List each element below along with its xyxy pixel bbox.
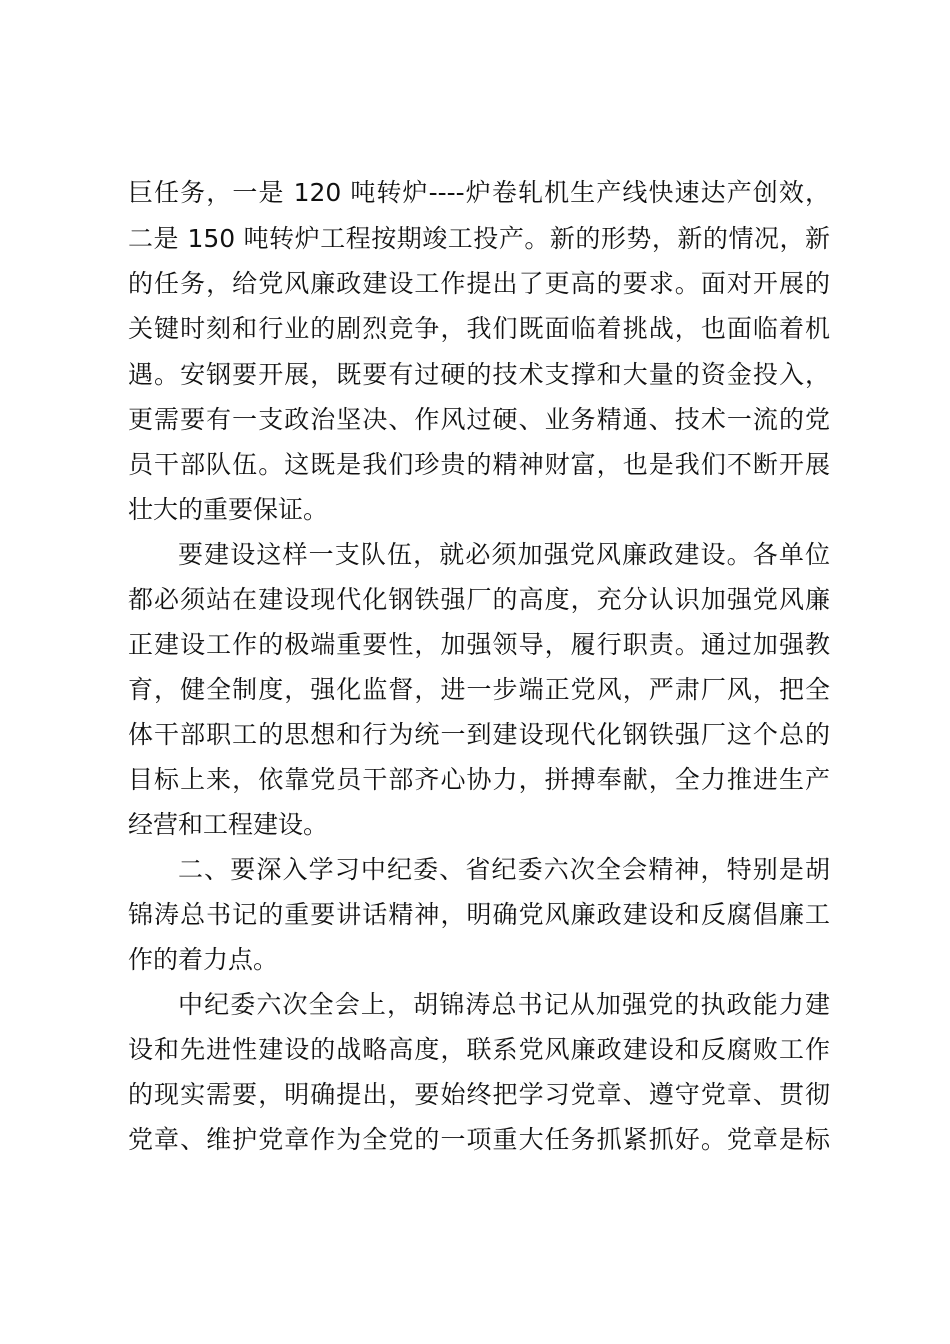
section-heading-line: 二、要深入学习中纪委、省纪委六次全会精神，特别是胡 (178, 855, 830, 884)
text-line: 党章、维护党章作为全党的一项重大任务抓紧抓好。党章是标 (128, 1125, 830, 1154)
text-line: 目标上来，依靠党员干部齐心协力，拼搏奉献，全力推进生产 (128, 765, 830, 794)
text-line: 关键时刻和行业的剧烈竞争，我们既面临着挑战，也面临着机 (128, 314, 830, 343)
text-line: 都必须站在建设现代化钢铁强厂的高度，充分认识加强党风廉 (128, 585, 830, 614)
text-line: 设和先进性建设的战略高度，联系党风廉政建设和反腐败工作 (128, 1035, 830, 1064)
section-heading-line: 锦涛总书记的重要讲话精神，明确党风廉政建设和反腐倡廉工 (128, 900, 830, 929)
text-line: 员干部队伍。这既是我们珍贵的精神财富，也是我们不断开展 (128, 450, 830, 479)
text-line: 更需要有一支政治坚决、作风过硬、业务精通、技术一流的党 (128, 405, 830, 434)
text-line: 的任务，给党风廉政建设工作提出了更高的要求。面对开展的 (128, 269, 830, 298)
text-line: 正建设工作的极端重要性，加强领导，履行职责。通过加强教 (128, 630, 830, 659)
text-line: 巨任务，一是 120 吨转炉----炉卷轧机生产线快速达产创效， (128, 178, 830, 207)
text-line: 育，健全制度，强化监督，进一步端正党风，严肃厂风，把全 (128, 675, 830, 704)
text-line: 遇。安钢要开展，既要有过硬的技术支撑和大量的资金投入， (128, 360, 830, 389)
text-line: 的现实需要，明确提出，要始终把学习党章、遵守党章、贯彻 (128, 1080, 830, 1109)
text-line: 体干部职工的思想和行为统一到建设现代化钢铁强厂这个总的 (128, 720, 830, 749)
text-line: 中纪委六次全会上，胡锦涛总书记从加强党的执政能力建 (178, 990, 830, 1019)
text-line: 二是 150 吨转炉工程按期竣工投产。新的形势，新的情况，新 (128, 224, 830, 253)
text-line: 壮大的重要保证。 (128, 495, 329, 524)
text-line: 要建设这样一支队伍，就必须加强党风廉政建设。各单位 (178, 540, 830, 569)
text-line: 经营和工程建设。 (128, 810, 329, 839)
section-heading-line: 作的着力点。 (128, 945, 279, 974)
